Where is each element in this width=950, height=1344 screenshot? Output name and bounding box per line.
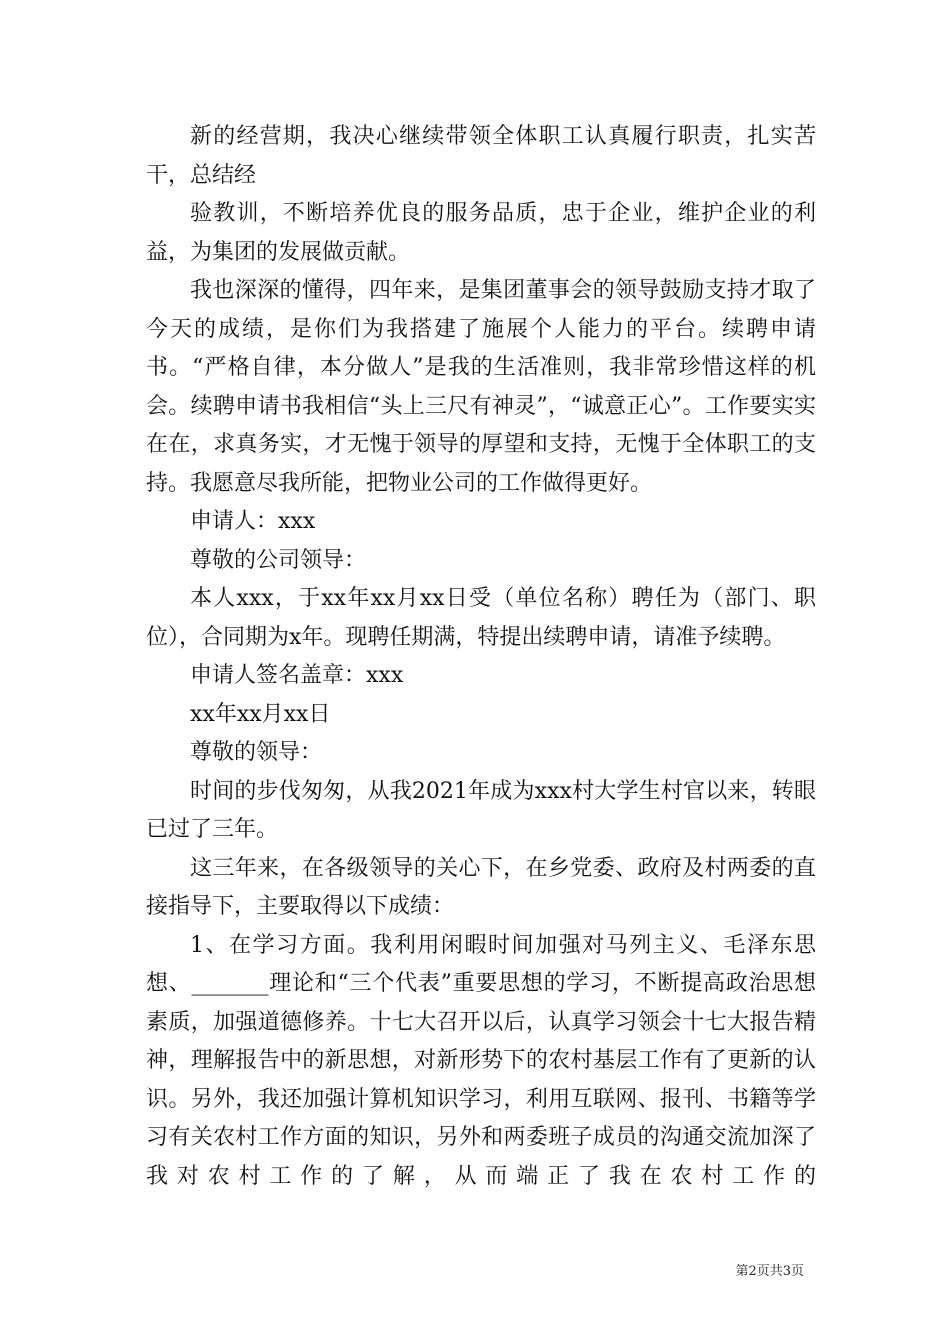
paragraph: 1、在学习方面。我利用闲暇时间加强对马列主义、毛泽东思想、_______理论和“三个代表”重要思想的学习，不断提高政治思想素质，加强道德修养。十七大召开以后，认真学习领会十七大报告精神，理解报告中的新思想，对新形势下的农村基层工作有了更新的认识。另外，我还加强计算机知识学习，利用互联网、报刊、书籍等学习有关农村工作方面的知识，另外和两委班子成员的沟通交流加深了我对农村工作的了解，从而端正了我在农村工作的 [146, 932, 816, 1189]
document-body [146, 118, 816, 1196]
page-number: 第2页共3页 [735, 1264, 804, 1279]
paragraph: 验教训，不断培养优良的服务品质，忠于企业，维护企业的利益，为集团的发展做贡献。 [146, 201, 816, 265]
paragraph: 本人xxx，于xx年xx月xx日受（单位名称）聘任为（部门、职位），合同期为x年。现聘任期满，特提出续聘申请，请准予续聘。 [146, 586, 816, 650]
paragraph: 我也深深的懂得，四年来，是集团董事会的领导鼓励支持才取了今天的成绩，是你们为我搭建了施展个人能力的平台。续聘申请书。“严格自律，本分做人”是我的生活准则，我非常珍惜这样的机会。续聘申请书我相信“头上三尺有神灵”，“诚意正心”。工作要实实在在，求真务实，才无愧于领导的厚望和支持，无愧于全体职工的支持。我愿意尽我所能，把物业公司的工作做得更好。 [146, 278, 816, 496]
salutation: 尊敬的公司领导： [190, 547, 367, 573]
paragraph: 这三年来，在各级领导的关心下，在乡党委、政府及村两委的直接指导下，主要取得以下成绩： [146, 855, 816, 919]
applicant-line: 申请人：xxx [190, 509, 316, 534]
paragraph: 时间的步伐匆匆，从我2021年成为xxx村大学生村官以来，转眼已过了三年。 [146, 778, 816, 842]
signature-line: 申请人签名盖章：xxx [190, 663, 404, 688]
salutation: 尊敬的领导： [190, 740, 323, 765]
paragraph: 新的经营期，我决心继续带领全体职工认真履行职责，扎实苦干，总结经 [146, 124, 816, 188]
date-line: xx年xx月xx日 [190, 701, 331, 727]
